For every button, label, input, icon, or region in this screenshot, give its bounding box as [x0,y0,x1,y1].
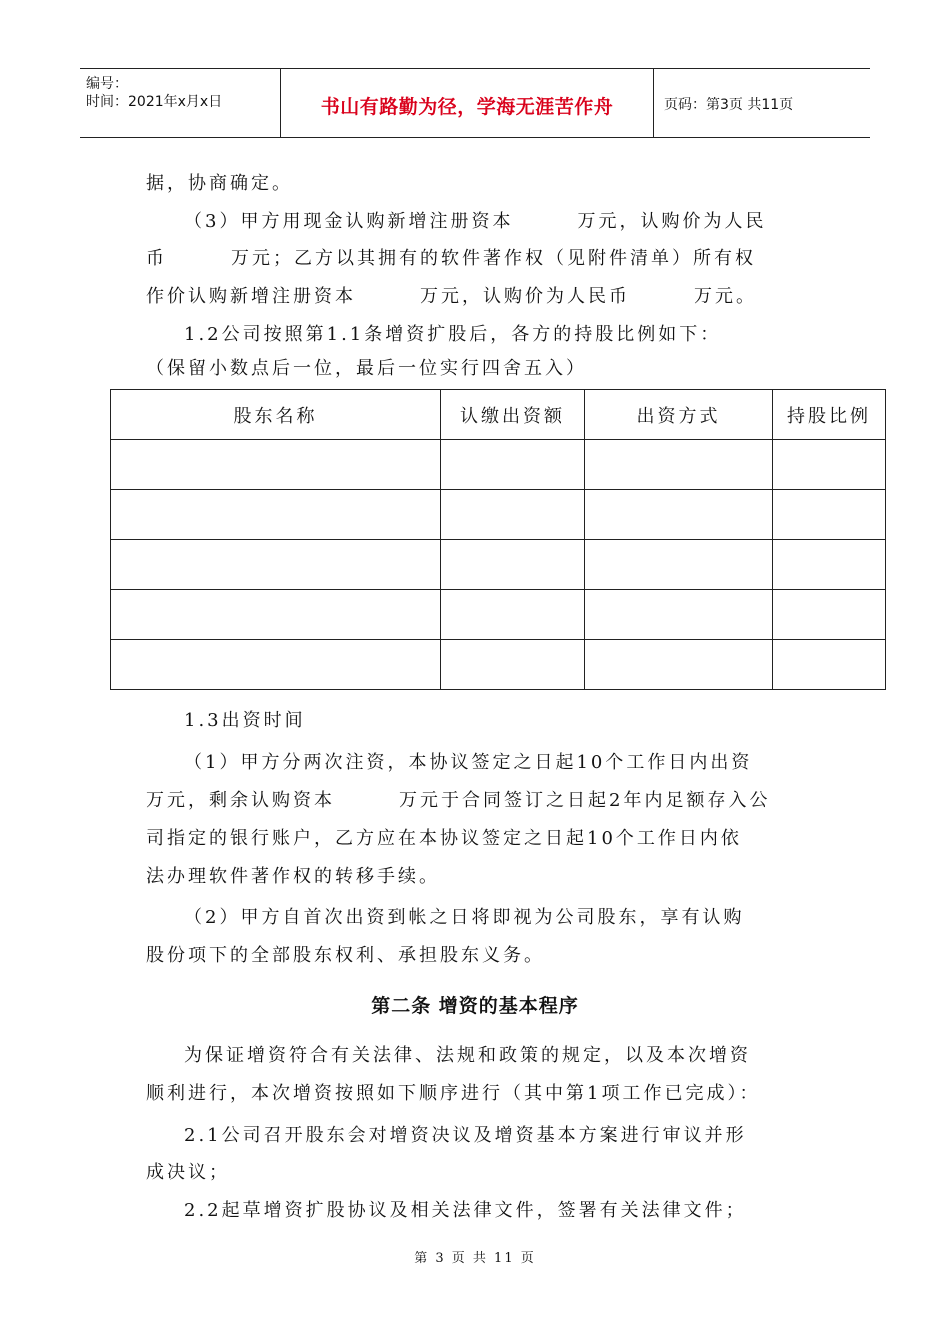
text-span: 万元，剩余认购资本 [146,790,335,811]
clause-1-2-line: 1.2公司按照第1.1条增资扩股后，各方的持股比例如下： [184,324,722,345]
table-cell [585,440,773,490]
table-cell [773,640,886,690]
table-row [111,440,886,490]
table-cell [111,590,441,640]
text-span: 万元于合同签订之日起2年内足额存入公 [399,790,771,811]
paragraph-line [146,789,806,813]
paragraph-line: 成决议； [146,1162,230,1183]
text-span: （3）甲方用现金认购新增注册资本 [184,211,514,232]
section-title: 第二条 增资的基本程序 [371,995,579,1017]
column-header-contribution-method: 出资方式 [585,390,773,440]
header-page-info: 页码：第3页 共11页 [664,97,794,113]
table-cell [585,590,773,640]
paragraph-line: 2.2起草增资扩股协议及相关法律文件，签署有关法律文件； [184,1200,747,1221]
document-number-label: 编号： [86,76,128,92]
paragraph-line [146,285,806,309]
text-span: 作价认购新增注册资本 [146,286,356,307]
paragraph-line: 司指定的银行账户，乙方应在本协议签定之日起10个工作日内依 [146,828,742,849]
table-row [111,590,886,640]
table-cell [441,440,585,490]
page-header [80,68,870,138]
paragraph-line: （1）甲方分两次注资，本协议签定之日起10个工作日内出资 [184,752,753,773]
table-cell [111,540,441,590]
paragraph-line: （2）甲方自首次出资到帐之日将即视为公司股东，享有认购 [184,907,745,928]
paragraph-line: 据，协商确定。 [146,173,293,194]
table-cell [441,490,585,540]
shareholding-table [110,389,886,690]
table-cell [111,440,441,490]
clause-1-3-title: 1.3出资时间 [184,710,306,731]
table-cell [773,490,886,540]
text-span: 币 [146,248,167,269]
document-time-label: 时间：2021年x月x日 [86,94,223,110]
paragraph-line: 顺利进行，本次增资按照如下顺序进行（其中第1项工作已完成）： [146,1083,761,1104]
text-span: 万元，认购价为人民 [577,211,767,232]
column-header-subscribed-capital: 认缴出资额 [441,390,585,440]
paragraph-line [146,247,806,271]
paragraph-line: 2.1公司召开股东会对增资决议及增资基本方案进行审议并形 [184,1125,747,1146]
table-cell [585,540,773,590]
table-cell [441,540,585,590]
page-footer: 第 3 页 共 11 页 [414,1251,536,1266]
column-header-shareholding-ratio: 持股比例 [773,390,886,440]
clause-1-2-note: （保留小数点后一位，最后一位实行四舍五入） [146,358,587,379]
table-cell [773,440,886,490]
column-header-shareholder-name: 股东名称 [111,390,441,440]
table-cell [585,640,773,690]
text-span: 万元。 [694,286,757,307]
text-span: 万元，认购价为人民币 [420,286,630,307]
header-page-cell [654,69,870,137]
table-cell [773,590,886,640]
table-row [111,640,886,690]
paragraph-line: 股份项下的全部股东权利、承担股东义务。 [146,945,545,966]
paragraph-line: 法办理软件著作权的转移手续。 [146,866,440,887]
paragraph-line: 为保证增资符合有关法律、法规和政策的规定，以及本次增资 [184,1045,751,1066]
text-span: 万元；乙方以其拥有的软件著作权（见附件清单）所有权 [231,248,756,269]
table-cell [585,490,773,540]
paragraph-line [184,210,844,234]
header-left-cell [80,69,281,137]
header-motto: 书山有路勤为径，学海无涯苦作舟 [320,96,614,118]
table-cell [111,490,441,540]
table-cell [441,590,585,640]
table-cell [111,640,441,690]
table-cell [773,540,886,590]
header-motto-cell [281,69,654,137]
table-header-row [111,390,886,440]
table-cell [441,640,585,690]
table-row [111,540,886,590]
table-row [111,490,886,540]
